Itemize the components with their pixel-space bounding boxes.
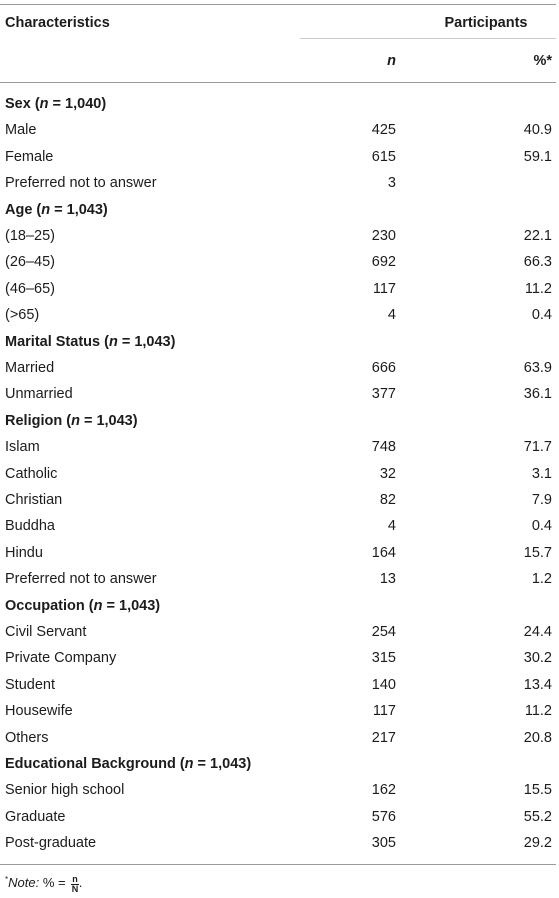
- section-heading: Sex (n = 1,040): [5, 96, 107, 112]
- row-count: 666: [371, 360, 396, 376]
- row-percent: 40.9: [523, 122, 552, 138]
- row-count: 576: [371, 809, 396, 825]
- row-count: 164: [371, 545, 396, 561]
- row-percent: 0.4: [531, 518, 552, 534]
- row-count: 4: [387, 518, 396, 534]
- row-percent: 15.7: [523, 545, 552, 561]
- row-label: Married: [5, 360, 55, 376]
- header-participants: Participants: [444, 15, 528, 31]
- row-percent: 29.2: [523, 835, 552, 851]
- fraction: [71, 875, 79, 893]
- row-label: Female: [5, 149, 54, 165]
- row-count: 82: [379, 492, 396, 508]
- table-footnote: [5, 871, 82, 893]
- row-label: Unmarried: [5, 386, 73, 402]
- row-percent: 36.1: [523, 386, 552, 402]
- row-count: 615: [371, 149, 396, 165]
- section-heading: Marital Status (n = 1,043): [5, 334, 176, 350]
- section-heading: Occupation (n = 1,043): [5, 598, 161, 614]
- footnote-formula: % =: [39, 875, 70, 890]
- row-count: 748: [371, 439, 396, 455]
- row-count: 217: [371, 730, 396, 746]
- row-label: Student: [5, 677, 55, 693]
- row-label: Buddha: [5, 518, 55, 534]
- footnote-label: Note:: [8, 875, 40, 890]
- row-label: Christian: [5, 492, 63, 508]
- row-count: 377: [371, 386, 396, 402]
- row-count: 162: [371, 782, 396, 798]
- row-percent: 11.2: [524, 703, 552, 719]
- row-count: 32: [379, 466, 396, 482]
- row-count: 4: [387, 307, 396, 323]
- header-n: n: [387, 53, 396, 69]
- row-count: 315: [371, 650, 396, 666]
- row-count: 254: [371, 624, 396, 640]
- row-percent: 30.2: [523, 650, 552, 666]
- section-heading: Age (n = 1,043): [5, 202, 108, 218]
- section-heading: Educational Background (n = 1,043): [5, 756, 252, 772]
- row-count: 230: [371, 228, 396, 244]
- row-percent: 55.2: [523, 809, 552, 825]
- row-count: 117: [372, 703, 396, 719]
- row-label: Preferred not to answer: [5, 175, 157, 191]
- row-label: Hindu: [5, 545, 43, 561]
- row-label: Civil Servant: [5, 624, 87, 640]
- row-label: Islam: [5, 439, 40, 455]
- row-label: Others: [5, 730, 49, 746]
- footnote-tail: .: [78, 875, 83, 890]
- row-label: (46–65): [5, 281, 55, 297]
- fraction-denominator: N: [71, 883, 79, 894]
- row-label: (18–25): [5, 228, 55, 244]
- row-count: 13: [379, 571, 396, 587]
- fraction-numerator: n: [72, 873, 78, 884]
- row-percent: 15.5: [523, 782, 552, 798]
- header-bottom-rule: [0, 82, 556, 83]
- row-percent: 71.7: [523, 439, 552, 455]
- row-label: Preferred not to answer: [5, 571, 157, 587]
- row-count: 140: [371, 677, 396, 693]
- footnote-mark: *: [5, 875, 9, 884]
- row-percent: 63.9: [523, 360, 552, 376]
- row-label: Housewife: [5, 703, 73, 719]
- header-characteristics: Characteristics: [5, 15, 110, 31]
- row-label: Catholic: [5, 466, 58, 482]
- row-label: Male: [5, 122, 37, 138]
- row-percent: 24.4: [523, 624, 552, 640]
- row-count: 692: [371, 254, 396, 270]
- row-percent: 1.2: [531, 571, 552, 587]
- row-percent: 7.9: [531, 492, 552, 508]
- row-percent: 0.4: [531, 307, 552, 323]
- section-heading: Religion (n = 1,043): [5, 413, 138, 429]
- row-percent: 13.4: [523, 677, 552, 693]
- row-label: Private Company: [5, 650, 117, 666]
- row-label: (26–45): [5, 254, 55, 270]
- row-label: Senior high school: [5, 782, 125, 798]
- row-count: 305: [371, 835, 396, 851]
- row-percent: 59.1: [523, 149, 552, 165]
- table-top-rule: [0, 4, 556, 5]
- row-percent: 3.1: [531, 466, 552, 482]
- row-label: Post-graduate: [5, 835, 97, 851]
- row-label: Graduate: [5, 809, 66, 825]
- header-pct: %*: [533, 53, 552, 69]
- row-label: (>65): [5, 307, 40, 323]
- row-percent: 66.3: [523, 254, 552, 270]
- row-percent: 20.8: [523, 730, 552, 746]
- row-percent: 22.1: [523, 228, 552, 244]
- row-count: 3: [387, 175, 396, 191]
- row-percent: 11.2: [524, 281, 552, 297]
- row-count: 425: [371, 122, 396, 138]
- participants-rule: [300, 38, 556, 39]
- table-bottom-rule: [0, 864, 556, 865]
- row-count: 117: [372, 281, 396, 297]
